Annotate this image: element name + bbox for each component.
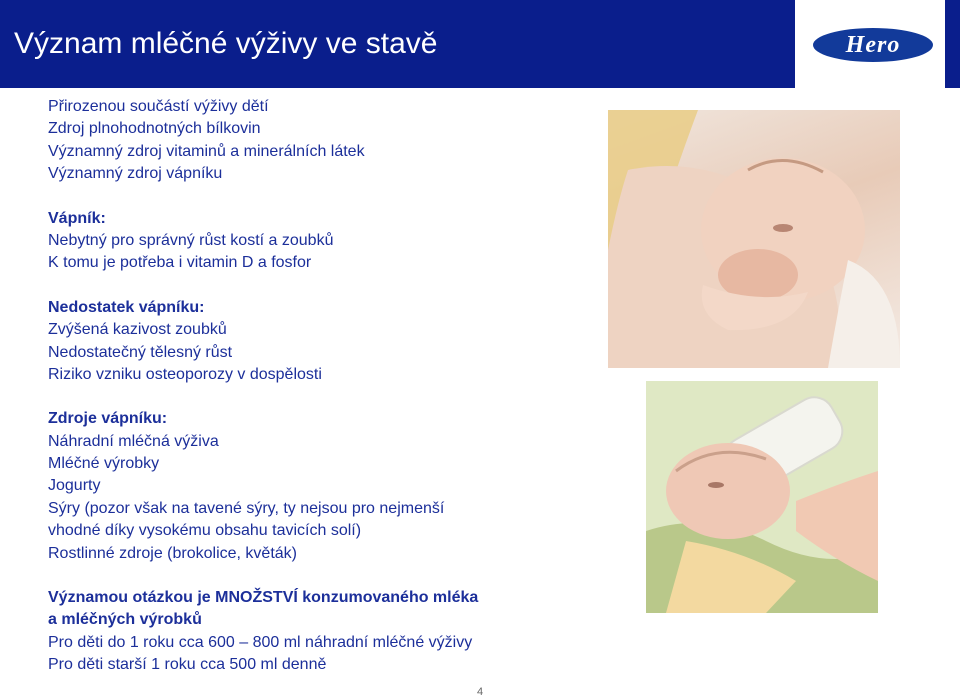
page-number: 4 [477, 686, 484, 698]
list-item: vhodné díky vysokému obsahu tavicích solí) [48, 522, 362, 540]
milk-quantity-section [48, 587, 608, 677]
list-item: Nebytný pro správný růst kostí a zoubků [48, 231, 334, 249]
hero-logo-text: Hero [845, 32, 901, 58]
list-item: K tomu je potřeba i vitamin D a fosfor [48, 254, 312, 272]
list-item: Pro děti starší 1 roku cca 500 ml denně [48, 656, 327, 674]
bottle-feeding-illustration [646, 381, 878, 613]
list-item: Rostlinné zdroje (brokolice, květák) [48, 544, 297, 562]
intro-list [48, 96, 608, 186]
slide-content [48, 96, 608, 677]
section-heading: Významou otázkou je MNOŽSTVÍ konzumovaného mléka [48, 589, 479, 607]
calcium-sources-section [48, 408, 608, 565]
section-heading: Zdroje vápníku: [48, 410, 168, 428]
list-item: Zdroj plnohodnotných bílkovin [48, 120, 261, 138]
title-bar [0, 0, 960, 88]
list-item: Riziko vzniku osteoporozy v dospělosti [48, 365, 322, 383]
list-item: Významný zdroj vitaminů a minerálních látek [48, 142, 365, 160]
calcium-section [48, 208, 608, 275]
slide-title: Význam mléčné výživy ve stavě [14, 27, 438, 60]
list-item: Náhradní mléčná výživa [48, 432, 219, 450]
list-item: Přirozenou součástí výživy dětí [48, 98, 269, 115]
section-heading: Nedostatek vápníku: [48, 298, 205, 316]
section-heading-cont: a mléčných výrobků [48, 611, 202, 629]
list-item: Jogurty [48, 477, 101, 495]
bottle-feeding-photo [646, 381, 878, 613]
breastfeeding-photo [608, 110, 900, 368]
logo-area [795, 0, 945, 88]
list-item: Mléčné výrobky [48, 455, 160, 473]
section-heading: Vápník: [48, 209, 106, 227]
breastfeeding-illustration [608, 110, 900, 368]
list-item: Sýry (pozor však na tavené sýry, ty nejsou pro nejmenší [48, 499, 445, 517]
list-item: Zvýšená kazivost zoubků [48, 321, 227, 339]
list-item: Nedostatečný tělesný růst [48, 343, 233, 361]
hero-logo [813, 28, 933, 62]
calcium-deficiency-section [48, 297, 608, 387]
list-item: Významný zdroj vápníku [48, 165, 223, 183]
list-item: Pro děti do 1 roku cca 600 – 800 ml náhradní mléčné výživy [48, 633, 473, 651]
